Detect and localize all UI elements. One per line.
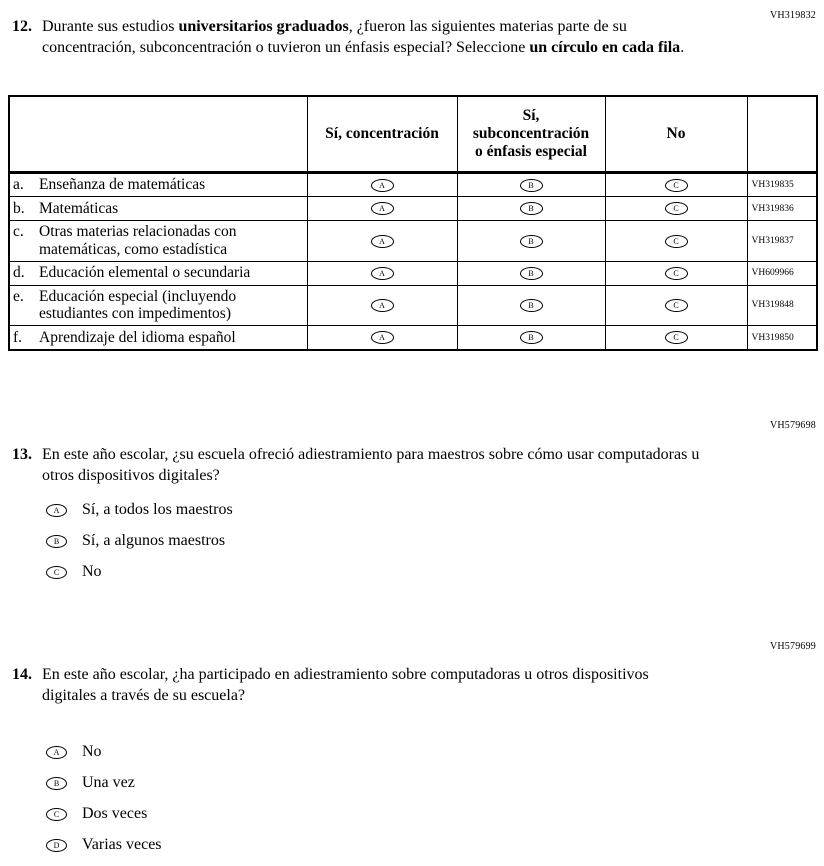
question-13-number: 13.	[12, 446, 32, 463]
row-label: Otras materias relacionadas con matemáticas, como estadística	[39, 223, 237, 258]
option-label: Dos veces	[82, 805, 148, 822]
row-letter: d.	[13, 264, 25, 282]
option-bubble-b[interactable]: B	[520, 235, 543, 248]
header-si-concentracion	[307, 96, 457, 173]
row-item-code: VH319836	[747, 197, 817, 221]
q12-text-segment: .	[680, 39, 685, 57]
option-bubble-b[interactable]: B	[520, 179, 543, 192]
option-label: No	[82, 743, 102, 760]
table-row-e	[9, 285, 817, 326]
q12-text-bold-segment: universitarios graduados	[178, 18, 349, 35]
question-12	[12, 16, 722, 58]
option-label: Varias veces	[82, 836, 162, 853]
option-bubble-c[interactable]: C	[665, 179, 688, 192]
table-row-c	[9, 221, 817, 262]
empty-code-header-cell	[747, 96, 817, 173]
option-bubble-a[interactable]: A	[371, 179, 394, 192]
option-bubble-b[interactable]: B	[520, 299, 543, 312]
table-row-d	[9, 261, 817, 285]
option-bubble-b[interactable]: B	[520, 331, 543, 344]
option-bubble-c[interactable]: C	[665, 202, 688, 215]
header-line: Sí,	[522, 106, 540, 124]
question-13-text: En este año escolar, ¿su escuela ofreció adiestramiento para maestros sobre cómo usar computadoras u otros dispositivos digitales?	[42, 446, 700, 485]
answer-option[interactable]	[46, 804, 162, 824]
table-row-a	[9, 173, 817, 197]
answer-option[interactable]	[46, 742, 162, 762]
option-bubble-a[interactable]: A	[46, 746, 67, 759]
answer-option[interactable]	[46, 531, 233, 551]
row-letter: e.	[13, 287, 24, 305]
option-bubble-b[interactable]: B	[520, 202, 543, 215]
answer-option[interactable]	[46, 773, 162, 793]
row-letter: f.	[13, 328, 23, 346]
row-item-code: VH609966	[747, 261, 817, 285]
row-label: Enseñanza de matemáticas	[39, 176, 206, 194]
q14-item-code: VH579699	[769, 641, 816, 652]
question-14-text: En este año escolar, ¿ha participado en adiestramiento sobre computadoras u otros dispositivos digitales a través de su escuela?	[42, 666, 649, 705]
row-label: Educación especial (incluyendo estudiantes con impedimentos)	[39, 287, 237, 323]
row-letter: b.	[13, 199, 25, 217]
empty-header-cell	[9, 96, 307, 173]
option-bubble-a[interactable]: A	[371, 331, 394, 344]
option-bubble-c[interactable]: C	[46, 566, 67, 579]
question-14-number: 14.	[12, 666, 32, 683]
header-line: Sí, concentración	[325, 124, 439, 142]
header-line: subconcentración	[472, 124, 590, 142]
option-bubble-c[interactable]: C	[665, 267, 688, 280]
question-13	[12, 444, 702, 486]
q13-item-code: VH579698	[769, 420, 816, 431]
option-label: Sí, a todos los maestros	[82, 501, 233, 518]
table-header-row	[9, 96, 817, 173]
option-label: No	[82, 563, 102, 580]
header-line: No	[666, 124, 686, 142]
question-14	[12, 664, 702, 706]
row-letter: a.	[13, 176, 24, 194]
q12-subject-table	[8, 95, 818, 351]
option-bubble-b[interactable]: B	[520, 267, 543, 280]
option-bubble-a[interactable]: A	[371, 267, 394, 280]
row-label: Educación elemental o secundaria	[39, 264, 251, 282]
q12-text-segment: , ¿fueron las siguientes materias parte de su concentración, subconcentración o tuvieron un énfasis especial? Seleccione	[42, 18, 627, 57]
option-bubble-a[interactable]: A	[371, 299, 394, 312]
option-bubble-a[interactable]: A	[46, 504, 67, 517]
question-12-number: 12.	[12, 18, 32, 35]
table-row-b	[9, 197, 817, 221]
row-item-code: VH319848	[747, 285, 817, 326]
option-bubble-c[interactable]: C	[665, 235, 688, 248]
q12-text-segment: Durante sus estudios	[42, 18, 179, 35]
row-label: Matemáticas	[39, 199, 119, 217]
row-item-code: VH319835	[747, 173, 817, 197]
header-si-subconcentracion	[457, 96, 605, 173]
option-bubble-a[interactable]: A	[371, 235, 394, 248]
row-item-code: VH319850	[747, 326, 817, 350]
option-bubble-c[interactable]: C	[665, 299, 688, 312]
option-bubble-b[interactable]: B	[46, 535, 67, 548]
q14-options	[46, 742, 162, 866]
answer-option[interactable]	[46, 835, 162, 855]
table-row-f	[9, 326, 817, 350]
header-line: o énfasis especial	[475, 143, 587, 161]
option-bubble-d[interactable]: D	[46, 839, 67, 852]
row-label: Aprendizaje del idioma español	[39, 328, 236, 346]
answer-option[interactable]	[46, 562, 233, 582]
row-letter: c.	[13, 223, 24, 240]
option-label: Una vez	[82, 774, 135, 791]
row-item-code: VH319837	[747, 221, 817, 262]
q12-item-code: VH319832	[769, 10, 816, 21]
option-bubble-b[interactable]: B	[46, 777, 67, 790]
q13-options	[46, 500, 233, 593]
option-label: Sí, a algunos maestros	[82, 532, 226, 549]
header-no	[605, 96, 747, 173]
option-bubble-c[interactable]: C	[665, 331, 688, 344]
option-bubble-c[interactable]: C	[46, 808, 67, 821]
answer-option[interactable]	[46, 500, 233, 520]
question-12-text	[42, 16, 722, 58]
q12-text-bold-segment: un círculo en cada fila	[529, 39, 681, 57]
option-bubble-a[interactable]: A	[371, 202, 394, 215]
